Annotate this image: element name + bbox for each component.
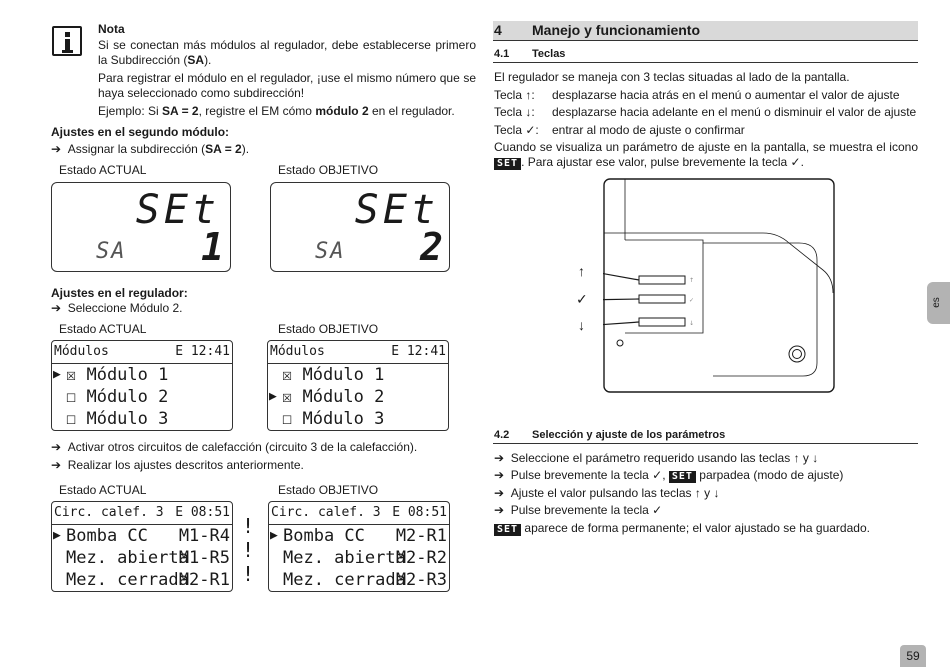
s42-bullet: ➔ Ajuste el valor pulsando las teclas ↑ y ↓ [494,486,720,500]
device-arrow-up-icon: ↑ [578,263,585,279]
s42-bullet: ➔ Pulse brevemente la tecla ✓, SET parpadea (modo de ajuste) [494,468,844,482]
menu-modulos-objetivo [267,340,449,431]
set-icon-paragraph: Cuando se visualiza un parámetro de ajuste en la pantalla, se muestra el icono SET . Para ajustar ese valor, pulse brevemente la tecla ✓. [494,140,918,169]
key-up-label: Tecla ↑: [494,88,535,102]
menu-row: Mez. cerrada M2-R3 [283,570,447,590]
s42-bullet: ➔ Seleccione el parámetro requerido usando las teclas ↑ y ↓ [494,451,819,465]
menu-row: ☐ Módulo 2 [66,387,169,407]
heading-regulador: Ajustes en el regulador: [51,286,188,300]
page-number: 59 [900,645,926,667]
menu-circuito-objetivo [268,501,450,592]
key-down-label: Tecla ↓: [494,105,535,119]
svg-text:✓: ✓ [689,297,695,304]
menu-row: ☒ Módulo 1 [282,365,385,385]
bullet-activar-circuitos: ➔ Activar otros circuitos de calefacción (circuito 3 de la calefacción). [51,440,418,454]
section-title: Manejo y funcionamiento [532,22,701,38]
menu-row: ☐ Módulo 3 [282,409,385,429]
menu-row: ▶ Bomba CC M1-R4 [53,526,230,546]
lcd-sa-label: SA [96,239,127,264]
subsection-title: Selección y ajuste de los parámetros [532,429,726,441]
note-title: Nota [98,22,125,36]
menu-header: Circ. calef. 3 E 08:51 [52,502,232,525]
label-estado-objetivo: Estado OBJETIVO [278,322,379,336]
menu-row: Mez. abierta M1-R5 [66,548,230,568]
lcd-sa-value: 2 [420,225,443,269]
s42-bullet: ➔ Pulse brevemente la tecla ✓ [494,503,663,517]
s42-final-line: SET aparece de forma permanente; el valor ajustado se ha guardado. [494,521,870,536]
menu-row: ▶ Bomba CC M2-R1 [270,526,447,546]
menu-row: ☐ Módulo 3 [66,409,169,429]
set-icon: SET [494,158,521,170]
label-estado-actual: Estado ACTUAL [59,163,147,177]
heading-segundo-modulo: Ajustes en el segundo módulo: [51,125,230,139]
menu-row: ▶ ☒ Módulo 2 [269,387,385,407]
exclamation-mark: ! [242,538,255,562]
device-check-icon: ✓ [576,291,588,307]
label-estado-actual: Estado ACTUAL [59,322,147,336]
menu-row: ▶ ☒ Módulo 1 [53,365,169,385]
note-paragraph-3: Ejemplo: Si SA = 2, registre el EM cómo módulo 2 en el regulador. [98,104,455,118]
menu-row: Mez. cerrada M2-R1 [66,570,230,590]
svg-text:↓: ↓ [689,320,695,327]
set-icon: SET [669,471,696,483]
menu-row: Mez. abierta M2-R2 [283,548,447,568]
controller-device-illustration [603,178,835,393]
lcd-display-objetivo [270,182,450,272]
label-estado-actual: Estado ACTUAL [59,483,147,497]
lcd-sa-label: SA [315,239,346,264]
cursor-icon: ▶ [53,528,61,543]
lcd-display-actual [51,182,231,272]
subsection-title: Teclas [532,48,566,60]
lcd-set-text: SEt [354,187,439,233]
cursor-icon: ▶ [53,367,61,382]
menu-modulos-actual [51,340,233,431]
cursor-icon: ▶ [269,389,277,404]
device-arrow-down-icon: ↓ [578,317,585,333]
cursor-icon: ▶ [270,528,278,543]
teclas-intro: El regulador se maneja con 3 teclas situadas al lado de la pantalla. [494,70,850,84]
language-tab: es [927,282,950,324]
exclamation-mark: ! [242,562,255,586]
subsection-rule [493,443,918,444]
bullet-realizar-ajustes: ➔ Realizar los ajustes descritos anteriormente. [51,458,304,472]
bullet-subdireccion: ➔ Assignar la subdirección (SA = 2). [51,142,250,156]
key-down-desc: desplazarse hacia adelante en el menú o disminuir el valor de ajuste [552,105,917,119]
section-number: 4 [494,22,502,38]
exclamation-mark: ! [242,514,255,538]
lcd-sa-value: 1 [201,225,224,269]
set-icon: SET [494,524,521,536]
subsection-number: 4.1 [494,48,510,60]
label-estado-objetivo: Estado OBJETIVO [278,163,379,177]
menu-header: Circ. calef. 3 E 08:51 [269,502,449,525]
subsection-rule [493,62,918,63]
info-icon [52,26,82,56]
bullet-seleccione-modulo: ➔ Seleccione Módulo 2. [51,301,183,315]
lcd-set-text: SEt [135,187,220,233]
note-paragraph-1: Si se conectan más módulos al regulador, debe establecerse primero la Subdirección (SA). [98,38,476,67]
note-paragraph-2: Para registrar el módulo en el regulador, ¡use el mismo número que se haya seleccionado como subdirección! [98,71,476,100]
key-ok-desc: entrar al modo de ajuste o confirmar [552,123,745,137]
menu-circuito-actual [51,501,233,592]
menu-header: Módulos E 12:41 [268,341,448,364]
label-estado-objetivo: Estado OBJETIVO [278,483,379,497]
key-up-desc: desplazarse hacia atrás en el menú o aumentar el valor de ajuste [552,88,900,102]
menu-header: Módulos E 12:41 [52,341,232,364]
key-ok-label: Tecla ✓: [494,123,539,137]
svg-text:↑: ↑ [689,277,695,284]
subsection-number: 4.2 [494,429,510,441]
